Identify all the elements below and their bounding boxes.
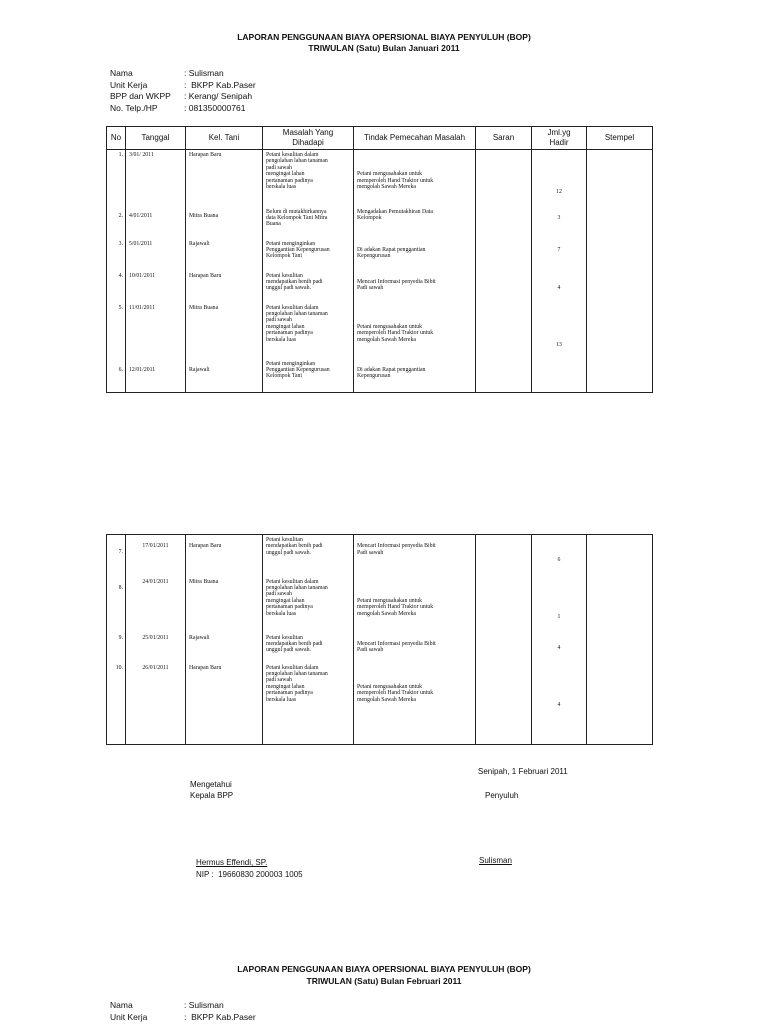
row-saran: [476, 359, 531, 361]
report-title: LAPORAN PENGGUNAAN BIAYA OPERSIONAL BIAYA PENYULUH (BOP): [237, 32, 531, 42]
row-masalah: Petani kesulitan mendapatkan benih padi unggul padi sawah.: [266, 537, 323, 556]
row-masalah-cell: [263, 663, 354, 745]
row-stempel: [587, 359, 652, 361]
row-kel-tani: Harapan Baru: [189, 543, 222, 549]
row-tindak: Mencari Informasi penyedia Bibit Padi sawah: [357, 278, 436, 292]
row-kel-tani-cell: [186, 207, 263, 239]
row-masalah-cell: [263, 239, 354, 271]
row-stempel: [587, 535, 652, 537]
row-no-cell: [107, 577, 126, 633]
row-tanggal: 3/01/ 2011: [129, 152, 154, 158]
row-tanggal: 12/01/2011: [129, 366, 156, 373]
info-block-2: [110, 1000, 256, 1023]
row-stempel: [587, 663, 652, 665]
report-subtitle: TRIWULAN (Satu) Bulan Januari 2011: [308, 43, 460, 53]
row-kel-tani: Harapan Baru: [189, 152, 222, 158]
row-stempel-cell: [587, 577, 653, 633]
info-value: : 081350000761: [184, 102, 246, 113]
row-kel-tani-cell: [186, 303, 263, 359]
row-saran: [476, 663, 531, 665]
row-saran: [476, 303, 531, 305]
row-kel-tani-cell: [186, 239, 263, 271]
row-stempel-cell: [587, 359, 653, 393]
row-masalah-cell: [263, 207, 354, 239]
row-tindak: Di adakan Rapat penggantian Kepengurusan: [357, 246, 426, 260]
row-kel-tani: Rajawali: [189, 634, 210, 641]
row-stempel: [587, 633, 652, 635]
row-saran-cell: [476, 577, 532, 633]
row-tanggal-cell: [126, 359, 186, 393]
row-masalah-cell: [263, 577, 354, 633]
row-no-cell: [107, 150, 126, 207]
row-saran: [476, 535, 531, 537]
row-kel-tani: Rajawali: [189, 366, 210, 373]
row-no: 9.: [118, 634, 123, 641]
place-date: Senipah, 1 Februari 2011: [478, 767, 568, 776]
row-no: 1.: [118, 152, 123, 158]
row-tanggal-cell: [126, 535, 186, 577]
row-tanggal-cell: [126, 271, 186, 303]
info-row-unit-kerja: [110, 1012, 256, 1024]
row-masalah: Petani kesulitan dalam pengolahan lahan tanaman padi sawah mengingat lahan pertanaman padinya berskala luas: [266, 304, 328, 343]
row-saran: [476, 271, 531, 273]
row-no: 6.: [118, 366, 123, 373]
row-jml-hadir-cell: [532, 239, 587, 271]
header-tanggal: Tanggal: [126, 127, 186, 150]
row-saran: [476, 239, 531, 241]
row-tanggal: 10/01/2011: [129, 272, 156, 279]
row-tindak-cell: [354, 150, 476, 207]
row-saran: [476, 633, 531, 635]
header-jml-hadir: Jml.yg Hadir: [532, 127, 587, 150]
header-saran: Saran: [476, 127, 532, 150]
row-kel-tani-cell: [186, 150, 263, 207]
row-masalah: Petani kesulitan dalam pengolahan lahan tanaman padi sawah mengingat lahan pertanaman padinya berskala luas: [266, 152, 328, 191]
row-tindak-cell: [354, 207, 476, 239]
row-masalah: Petani kesulitan dalam pengolahan lahan tanaman padi sawah mengingat lahan pertanaman padinya berskala luas: [266, 578, 328, 617]
row-saran-cell: [476, 633, 532, 663]
table-row: [107, 577, 653, 633]
row-masalah-cell: [263, 271, 354, 303]
row-masalah-cell: [263, 150, 354, 207]
row-jml-hadir: 6: [557, 557, 561, 563]
header-kel-tani: Kel. Tani: [186, 127, 263, 150]
row-masalah: Petani kesulitan dalam pengolahan lahan tanaman padi sawah mengingat lahan pertanaman padinya berskala luas: [266, 664, 328, 703]
row-kel-tani-cell: [186, 577, 263, 633]
info-row-nama: [110, 68, 256, 80]
row-stempel-cell: [587, 663, 653, 745]
info-value: : Sulisman: [184, 68, 224, 78]
penyuluh-label: Penyuluh: [485, 791, 519, 800]
table-row: [107, 271, 653, 303]
info-row-telp: [110, 103, 256, 115]
row-masalah: Petani kesulitan mendapatkan benih padi unggul padi sawah.: [266, 634, 323, 654]
report-table-2: [106, 534, 653, 745]
row-jml-hadir: 4: [557, 701, 561, 708]
report-table-1: [106, 126, 653, 393]
info-label: BPP dan WKPP: [110, 91, 171, 101]
kepala-nip: NIP : 19660830 200003 1005: [196, 870, 303, 879]
row-kel-tani: Harapan Baru: [189, 664, 222, 671]
row-kel-tani: Mitra Buana: [189, 212, 219, 219]
row-stempel: [587, 271, 652, 273]
row-tanggal: 17/01/2011: [142, 543, 169, 549]
row-jml-hadir: 4: [557, 284, 561, 291]
row-jml-hadir: 1: [557, 613, 561, 620]
info-label: Nama: [110, 1000, 133, 1010]
row-stempel-cell: [587, 271, 653, 303]
row-saran-cell: [476, 207, 532, 239]
row-no: 4.: [118, 272, 123, 279]
row-kel-tani: Rajawali: [189, 240, 210, 247]
row-tindak-cell: [354, 633, 476, 663]
info-label: Unit Kerja: [110, 79, 148, 90]
row-tindak-cell: [354, 577, 476, 633]
row-jml-hadir: 7: [557, 246, 561, 253]
row-jml-hadir-cell: [532, 359, 587, 393]
row-saran-cell: [476, 359, 532, 393]
report2-subtitle: TRIWULAN (Satu) Bulan Februari 2011: [306, 976, 462, 986]
info-label: Nama: [110, 68, 133, 78]
row-kel-tani-cell: [186, 535, 263, 577]
row-masalah-cell: [263, 633, 354, 663]
row-saran: [476, 150, 531, 152]
table-row: [107, 150, 653, 207]
row-stempel: [587, 239, 652, 241]
row-tanggal-cell: [126, 303, 186, 359]
row-tanggal-cell: [126, 577, 186, 633]
row-no: 2.: [118, 212, 123, 219]
header-stempel: Stempel: [587, 127, 653, 150]
row-tindak-cell: [354, 535, 476, 577]
row-stempel: [587, 150, 652, 152]
row-tindak: Petani mengusahakan untuk memperoleh Hand Traktor untuk mengolah Sawah Mereka: [357, 171, 434, 191]
row-stempel-cell: [587, 633, 653, 663]
header-no: No: [107, 127, 126, 150]
row-tindak: Petani mengusahakan untuk memperoleh Hand Traktor untuk mengolah Sawah Mereka: [357, 597, 434, 617]
info-block: [110, 68, 256, 114]
row-no: 10.: [115, 664, 123, 671]
row-tanggal-cell: [126, 150, 186, 207]
row-kel-tani-cell: [186, 271, 263, 303]
row-tindak-cell: [354, 359, 476, 393]
info-row-bpp: [110, 91, 256, 103]
table-row: [107, 303, 653, 359]
info-row-nama: [110, 1000, 256, 1012]
table-row: [107, 207, 653, 239]
row-saran-cell: [476, 150, 532, 207]
row-no: 5.: [118, 304, 123, 311]
row-stempel-cell: [587, 535, 653, 577]
row-no-cell: [107, 535, 126, 577]
row-kel-tani: Mitra Buana: [189, 578, 219, 585]
table-row: [107, 663, 653, 745]
header-masalah: Masalah Yang Dihadapi: [263, 127, 354, 150]
row-tindak-cell: [354, 303, 476, 359]
row-tindak: Mencari Informasi penyedia Bibit Padi sawah: [357, 640, 436, 654]
row-stempel: [587, 303, 652, 305]
row-saran-cell: [476, 239, 532, 271]
row-masalah: Petani menginginkan Penggantian Kepengurusan Kelompok Tani: [266, 240, 330, 260]
row-stempel: [587, 207, 652, 209]
row-tindak: Mengadakan Pemutakhiran Data Kelompok: [357, 208, 433, 221]
row-tindak-cell: [354, 663, 476, 745]
row-tanggal-cell: [126, 239, 186, 271]
row-tanggal: 25/01/2011: [142, 634, 169, 641]
row-saran: [476, 207, 531, 209]
row-saran-cell: [476, 535, 532, 577]
row-jml-hadir: 13: [556, 341, 562, 348]
row-tindak-cell: [354, 239, 476, 271]
table-row: [107, 359, 653, 393]
row-stempel-cell: [587, 207, 653, 239]
row-no: 8.: [118, 584, 123, 591]
row-tindak: Petani mengusahakan untuk memperoleh Hand Traktor untuk mengolah Sawah Mereka: [357, 323, 434, 343]
row-stempel-cell: [587, 239, 653, 271]
row-masalah-cell: [263, 535, 354, 577]
table-header-row: [107, 127, 653, 150]
row-no-cell: [107, 207, 126, 239]
row-tindak-cell: [354, 271, 476, 303]
info-label: Unit Kerja: [110, 1011, 148, 1022]
row-tindak: Di adakan Rapat penggantian Kepengurusan: [357, 366, 426, 380]
row-stempel: [587, 577, 652, 579]
row-kel-tani: Harapan Baru: [189, 272, 222, 279]
row-kel-tani-cell: [186, 633, 263, 663]
report2-title: LAPORAN PENGGUNAAN BIAYA OPERSIONAL BIAYA PENYULUH (BOP): [237, 964, 531, 974]
row-tindak: Mencari Informasi penyedia Bibit Padi sawah: [357, 543, 436, 556]
row-no-cell: [107, 663, 126, 745]
row-kel-tani: Mitra Buana: [189, 304, 219, 311]
row-jml-hadir-cell: [532, 577, 587, 633]
info-value: : BKPP Kab.Paser: [184, 1011, 256, 1022]
row-saran: [476, 577, 531, 579]
row-kel-tani-cell: [186, 359, 263, 393]
row-no-cell: [107, 359, 126, 393]
row-stempel-cell: [587, 150, 653, 207]
row-stempel-cell: [587, 303, 653, 359]
row-no-cell: [107, 239, 126, 271]
row-masalah: Petani menginginkan Penggantian Kepengurusan Kelompok Tani: [266, 360, 330, 380]
row-jml-hadir: 12: [556, 189, 562, 195]
row-masalah-cell: [263, 359, 354, 393]
row-jml-hadir-cell: [532, 207, 587, 239]
row-kel-tani-cell: [186, 663, 263, 745]
info-value: : BKPP Kab.Paser: [184, 79, 256, 90]
row-no-cell: [107, 303, 126, 359]
kepala-name: Hermus Effendi, SP.: [196, 858, 268, 867]
row-tanggal-cell: [126, 663, 186, 745]
row-masalah-cell: [263, 303, 354, 359]
row-no-cell: [107, 633, 126, 663]
row-tanggal-cell: [126, 207, 186, 239]
mengetahui-label: Mengetahui: [190, 780, 232, 789]
info-value: : Sulisman: [184, 1000, 224, 1010]
row-jml-hadir-cell: [532, 535, 587, 577]
info-value: : Kerang/ Senipah: [184, 91, 253, 101]
row-no-cell: [107, 271, 126, 303]
row-no: 3.: [118, 240, 123, 247]
row-jml-hadir: 3: [557, 214, 561, 221]
table-row: [107, 633, 653, 663]
row-jml-hadir-cell: [532, 303, 587, 359]
row-jml-hadir-cell: [532, 150, 587, 207]
info-row-unit-kerja: [110, 80, 256, 92]
row-saran-cell: [476, 271, 532, 303]
table-row: [107, 535, 653, 577]
row-tindak: Petani mengusahakan untuk memperoleh Hand Traktor untuk mengolah Sawah Mereka: [357, 683, 434, 703]
header-tindak: Tindak Pemecahan Masalah: [354, 127, 476, 150]
row-saran-cell: [476, 663, 532, 745]
row-jml-hadir: 4: [557, 644, 561, 651]
row-tanggal-cell: [126, 633, 186, 663]
info-label: No. Telp./HP: [110, 102, 158, 113]
penyuluh-name: Sulisman: [479, 856, 512, 865]
row-no: 7.: [118, 549, 123, 555]
row-tanggal: 5/01/2011: [129, 240, 153, 247]
row-tanggal: 11/01/2011: [129, 304, 155, 311]
row-tanggal: 24/01/2011: [142, 578, 169, 585]
row-tanggal: 4/01/2011: [129, 212, 153, 219]
kepala-bpp-label: Kepala BPP: [190, 791, 234, 800]
row-masalah: Belum di mutakhirkannya data Kelompok Tani Mitra Buana: [266, 208, 328, 228]
table-row: [107, 239, 653, 271]
row-masalah: Petani kesulitan mendapatkan benih padi unggul padi sawah.: [266, 272, 323, 292]
row-saran-cell: [476, 303, 532, 359]
row-jml-hadir-cell: [532, 271, 587, 303]
row-jml-hadir-cell: [532, 633, 587, 663]
row-tanggal: 26/01/2011: [142, 664, 169, 671]
row-jml-hadir-cell: [532, 663, 587, 745]
